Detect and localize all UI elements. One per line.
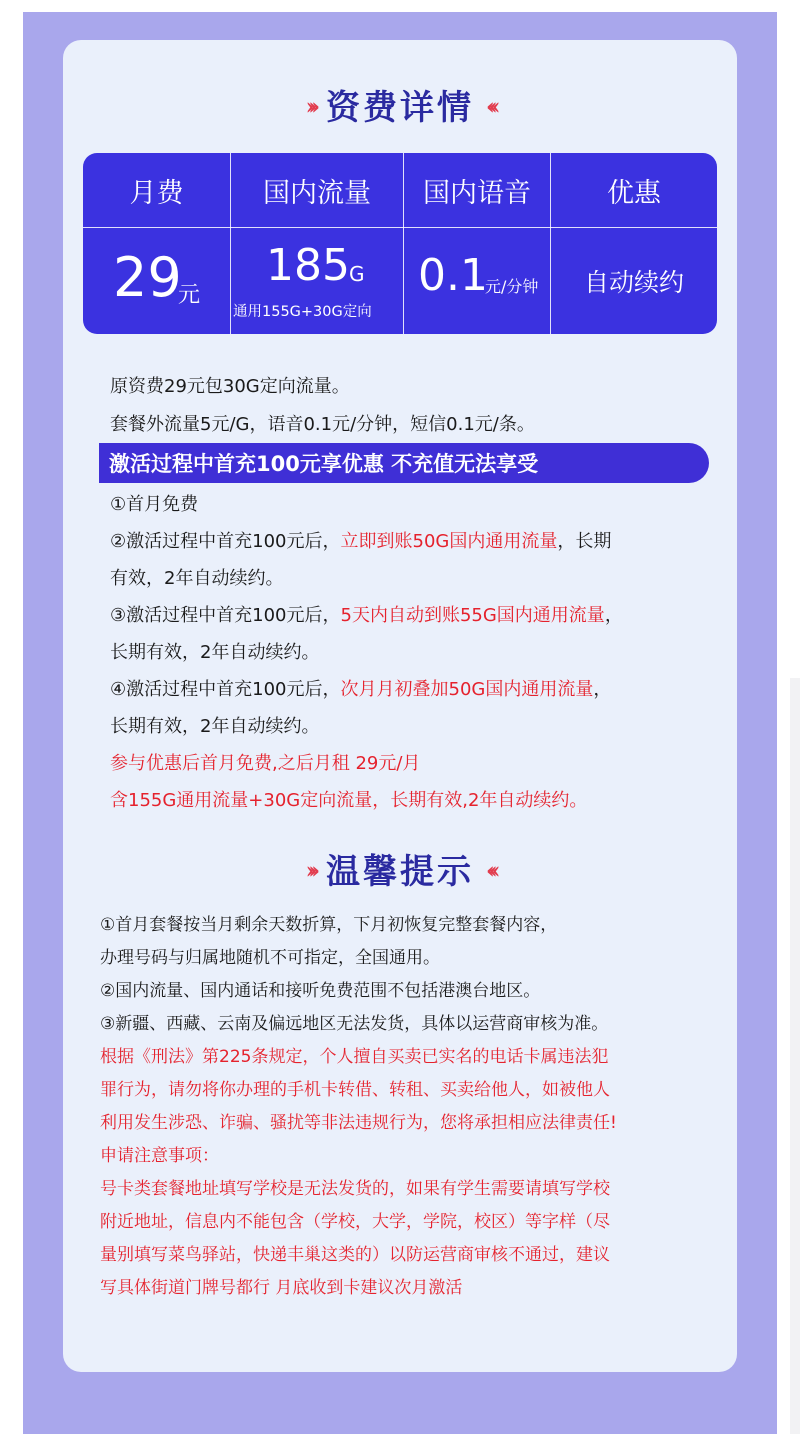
section-title-fee-details: ››› 资费详情 ‹‹‹	[305, 88, 495, 128]
notice-title: 申请注意事项：	[100, 1146, 219, 1166]
header-monthly-fee: 月费	[129, 177, 184, 209]
benefit-item-4-cont: 长期有效，2年自动续约。	[110, 716, 320, 737]
promo-banner: 激活过程中首充100元享优惠 不充值无法享受	[99, 443, 709, 483]
tip-2: ②国内流量、国内通话和接听免费范围不包括港澳台地区。	[100, 981, 541, 1001]
notice-4: 写具体街道门牌号都行 月底收到卡建议次月激活	[100, 1278, 463, 1298]
domestic-data-value: 185 G 通用155G+30G定向	[233, 240, 372, 320]
notice-2: 附近地址，信息内不能包含（学校，大学，学院，校区）等字样（尽	[100, 1212, 610, 1232]
benefit-item-3-cont: 长期有效，2年自动续约。	[110, 642, 320, 663]
chevron-right-icon: ›››	[305, 858, 314, 884]
law-warning-1: 根据《刑法》第225条规定，个人擅自买卖已实名的电话卡属违法犯	[100, 1047, 609, 1067]
overage-rates-text: 套餐外流量5元/G，语音0.1元/分钟，短信0.1元/条。	[110, 414, 535, 435]
chevron-right-icon: ›››	[305, 94, 314, 120]
monthly-fee-value: 29 元	[113, 246, 201, 309]
original-fee-text: 原资费29元包30G定向流量。	[110, 376, 350, 397]
law-warning-2: 罪行为，请勿将你办理的手机卡转借、转租、买卖给他人，如被他人	[100, 1080, 610, 1100]
tip-1b: 办理号码与归属地随机不可指定，全国通用。	[100, 948, 440, 968]
benefit-item-2: ②激活过程中首充100元后，立即到账50G国内通用流量，长期	[110, 531, 612, 552]
domestic-voice-value: 0.1 元/分钟	[418, 250, 539, 301]
offer-summary-1: 参与优惠后首月免费,之后月租 29元/月	[110, 753, 421, 774]
benefit-item-4: ④激活过程中首充100元后，次月月初叠加50G国内通用流量，	[110, 679, 612, 700]
tip-3: ③新疆、西藏、云南及偏远地区无法发货，具体以运营商审核为准。	[100, 1014, 609, 1034]
offer-value: 自动续约	[583, 268, 684, 297]
fee-table	[83, 153, 717, 334]
header-domestic-voice: 国内语音	[423, 177, 531, 209]
header-offer: 优惠	[607, 177, 661, 209]
tip-1a: ①首月套餐按当月剩余天数折算，下月初恢复完整套餐内容，	[100, 915, 558, 935]
chevron-left-icon: ‹‹‹	[486, 858, 495, 884]
header-domestic-data: 国内流量	[263, 177, 371, 209]
benefit-item-3: ③激活过程中首充100元后，5天内自动到账55G国内通用流量，	[110, 605, 623, 626]
benefit-item-2-cont: 有效，2年自动续约。	[110, 568, 284, 589]
law-warning-3: 利用发生涉恐、诈骗、骚扰等非法违规行为，您将承担相应法律责任!	[100, 1113, 617, 1133]
notice-3: 量别填写菜鸟驿站，快递丰巢这类的）以防运营商审核不通过，建议	[100, 1245, 610, 1265]
offer-summary-2: 含155G通用流量+30G定向流量，长期有效,2年自动续约。	[110, 790, 588, 811]
benefit-item-1: ①首月免费	[110, 494, 199, 515]
section-title-tips: ››› 温馨提示 ‹‹‹	[305, 852, 495, 892]
side-strip	[790, 678, 800, 1434]
notice-1: 号卡类套餐地址填写学校是无法发货的，如果有学生需要请填写学校	[100, 1179, 610, 1199]
chevron-left-icon: ‹‹‹	[486, 94, 495, 120]
